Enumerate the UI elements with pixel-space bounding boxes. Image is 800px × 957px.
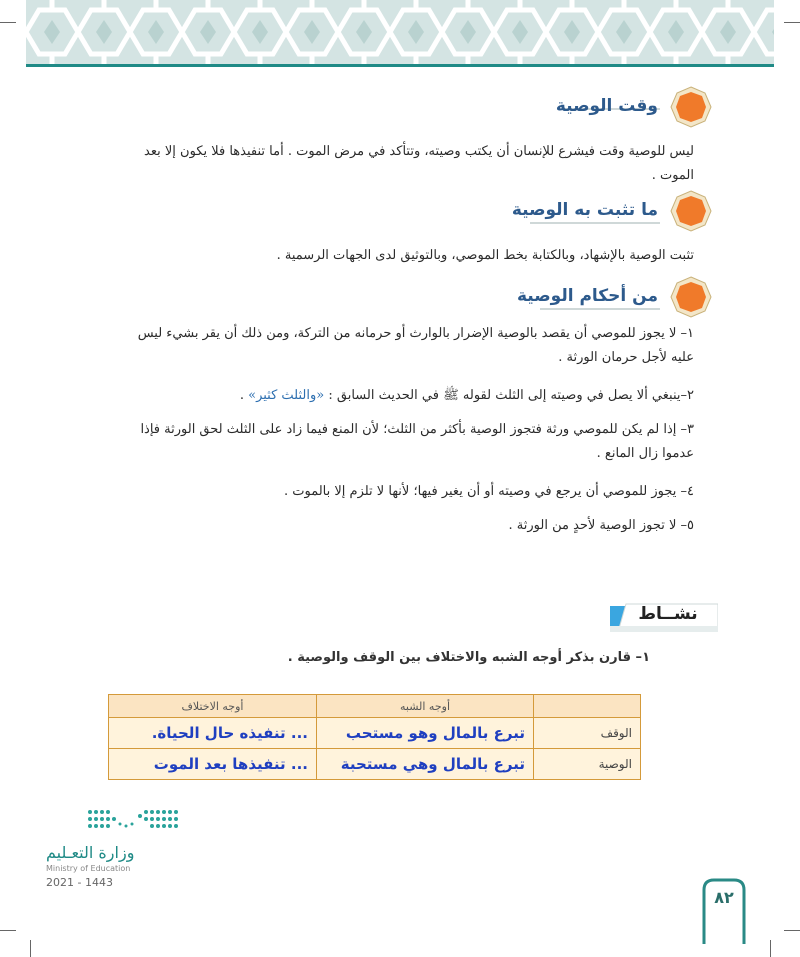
row-label-waqf: الوقف [534,718,641,749]
crop-mark [0,22,16,23]
ministry-logo-icon [86,808,182,836]
section-title-timing: وقت الوصية [555,96,658,116]
crop-mark [784,22,800,23]
comparison-table [108,694,641,780]
section-title-proof: ما تثبت به الوصية [511,200,658,220]
ruling-item-2-text: ٢–ينبغي ألا يصل في وصيته إلى الثلث لقوله ﷺ في الحديث السابق : [324,388,694,403]
hadith-quote: «والثلث كثير» [248,388,325,403]
crop-mark [0,930,16,931]
page-number-frame [700,876,748,944]
ruling-item-5: ٥– لا تجوز الوصية لأحدٍ من الورثة . [508,518,694,533]
decorative-banner [26,0,774,64]
heading-bar [530,222,660,224]
ruling-item-1-line1: ١– لا يجوز للموصي أن يقصد بالوصية الإضرار بالوارث أو حرمانه من التركة، ومن ذلك أن يقر بشيء ليس [137,326,694,341]
table-header-row [109,695,641,718]
section-text-timing: ليس للوصية وقت فيشرع للإنسان أن يكتب وصيته، وتتأكد في مرض الموت . أما تنفيذها فلا يكون إلا بعد الموت . [144,144,694,183]
table-row [109,749,641,780]
section-badge-icon [670,86,712,128]
ruling-item-3-line2: عدموا زال المانع . [596,446,694,461]
ruling-item-3-line1: ٣– إذا لم يكن للموصي ورثة فتجوز الوصية بأكثر من الثلث؛ لأن المنع فيما زاد على الثلث لحق الورثة فإذا [140,422,694,437]
page-number: ٨٢ [714,888,734,907]
answer-similarity-waqf: تبرع بالمال وهو مستحب [317,718,534,749]
activity-question: ١– قارن بذكر أوجه الشبه والاختلاف بين الوقف والوصية . [287,650,650,665]
section-badge-icon [670,276,712,318]
ruling-item-1 [108,322,694,370]
answer-similarity-wasiyya: تبرع بالمال وهي مستحبة [317,749,534,780]
banner-divider [26,64,774,67]
crop-mark [30,940,31,957]
ministry-name-arabic: وزارة التعـليم [46,843,135,862]
table-header-empty [534,695,641,718]
table-header-similarity: أوجه الشبه [317,695,534,718]
ruling-item-2 [108,384,694,408]
ruling-item-2-end: . [239,388,249,403]
answer-difference-wasiyya: ... تنفيذها بعد الموت [109,749,317,780]
ministry-year: 2021 - 1443 [46,876,113,889]
ruling-item-1-line2: عليه لأجل حرمان الورثة . [558,350,694,365]
answer-difference-waqf: ... تنفيذه حال الحياة. [109,718,317,749]
ministry-name-english: Ministry of Education [46,864,131,873]
section-title-rulings: من أحكام الوصية [516,286,658,306]
table-header-difference: أوجه الاختلاف [109,695,317,718]
heading-bar [540,308,660,310]
ruling-item-3 [108,418,694,466]
crop-mark [770,940,771,957]
section-badge-icon [670,190,712,232]
ruling-item-4: ٤– يجوز للموصي أن يرجع في وصيته أو أن يغير فيها؛ لأنها لا تلزم إلا بالموت . [283,484,694,499]
row-label-wasiyya: الوصية [534,749,641,780]
table-row [109,718,641,749]
crop-mark [784,930,800,931]
activity-label: نشــاط [638,604,698,624]
section-text-proof: تثبت الوصية بالإشهاد، وبالكتابة بخط الموصي، وبالتوثيق لدى الجهات الرسمية . [276,248,694,263]
